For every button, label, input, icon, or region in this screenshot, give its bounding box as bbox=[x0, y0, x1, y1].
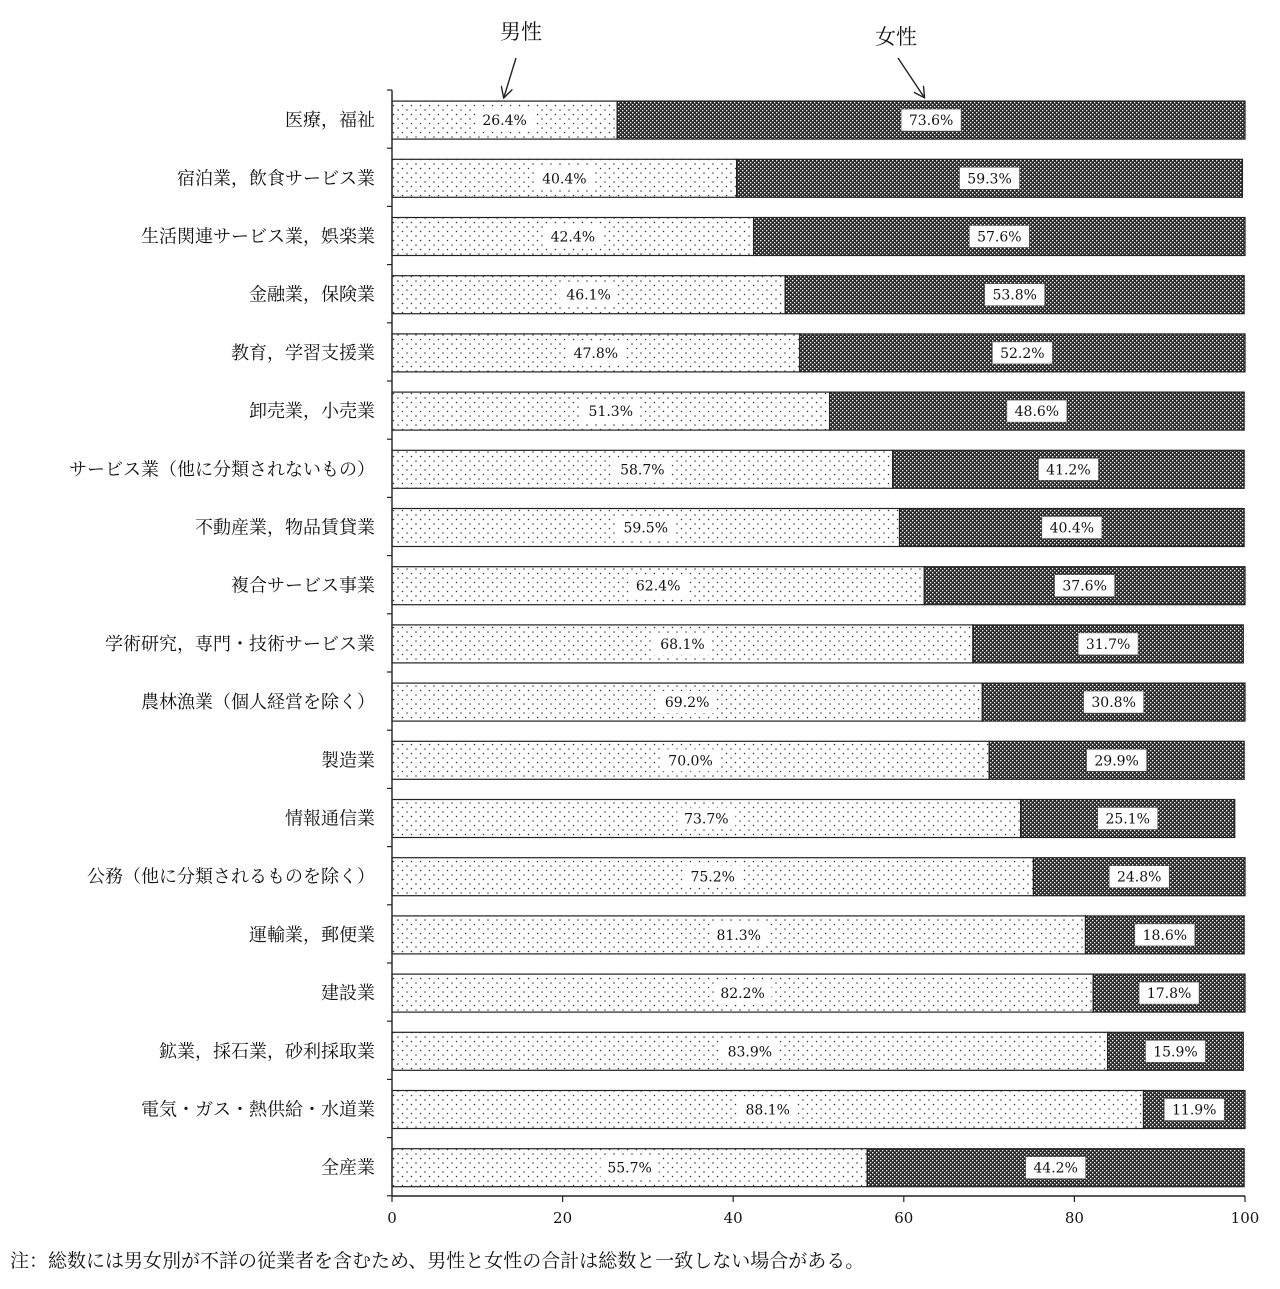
value-label-female: 73.6% bbox=[908, 113, 954, 130]
category-label: サービス業（他に分類されないもの） bbox=[69, 459, 375, 481]
value-label-female: 18.6% bbox=[1142, 927, 1188, 944]
category-label: 情報通信業 bbox=[285, 808, 375, 830]
x-tick-label: 0 bbox=[387, 1209, 397, 1227]
bars-layer bbox=[69, 101, 1245, 1187]
value-label-female: 40.4% bbox=[1049, 520, 1095, 537]
value-label-female: 25.1% bbox=[1105, 811, 1150, 828]
value-label-male: 59.5% bbox=[623, 520, 669, 537]
value-label-female: 59.3% bbox=[967, 171, 1012, 188]
value-label-female: 24.8% bbox=[1116, 869, 1162, 886]
value-label-female: 11.9% bbox=[1172, 1102, 1217, 1119]
category-label: 生活関連サービス業，娯楽業 bbox=[141, 226, 375, 248]
value-label-female: 17.8% bbox=[1146, 986, 1192, 1003]
value-label-male: 47.8% bbox=[573, 345, 619, 362]
value-label-female: 52.2% bbox=[1000, 345, 1045, 362]
value-label-female: 15.9% bbox=[1153, 1044, 1198, 1061]
value-label-female: 29.9% bbox=[1094, 753, 1139, 770]
value-label-male: 42.4% bbox=[550, 229, 596, 246]
value-label-male: 88.1% bbox=[745, 1102, 790, 1119]
x-tick-label: 40 bbox=[723, 1209, 743, 1227]
value-label-female: 30.8% bbox=[1091, 695, 1136, 712]
category-label: 医療，福祉 bbox=[285, 110, 375, 132]
value-label-male: 75.2% bbox=[690, 869, 735, 886]
value-label-male: 69.2% bbox=[664, 695, 710, 712]
value-label-male: 40.4% bbox=[542, 171, 587, 188]
category-label: 宿泊業，飲食サービス業 bbox=[177, 168, 375, 190]
value-label-female: 37.6% bbox=[1062, 578, 1107, 595]
x-tick-label: 80 bbox=[1064, 1209, 1084, 1227]
value-label-female: 41.2% bbox=[1046, 462, 1091, 479]
category-label: 農林漁業（個人経営を除く） bbox=[141, 692, 375, 714]
value-label-female: 53.8% bbox=[992, 287, 1037, 304]
value-label-male: 70.0% bbox=[668, 753, 713, 770]
value-label-male: 68.1% bbox=[660, 636, 705, 653]
category-label: 卸売業，小売業 bbox=[249, 401, 375, 423]
legend-male-label: 男性 bbox=[500, 20, 542, 44]
legend-female-label: 女性 bbox=[875, 25, 917, 49]
footnote: 注：総数には男女別が不詳の従業者を含むため、男性と女性の合計は総数と一致しない場合がある。 bbox=[10, 1250, 865, 1272]
value-label-male: 73.7% bbox=[684, 811, 729, 828]
category-label: 建設業 bbox=[321, 983, 375, 1005]
value-label-female: 57.6% bbox=[977, 229, 1022, 246]
value-label-male: 46.1% bbox=[566, 287, 611, 304]
category-label: 製造業 bbox=[321, 750, 375, 772]
category-label: 学術研究，専門・技術サービス業 bbox=[105, 633, 375, 655]
value-label-female: 31.7% bbox=[1085, 636, 1131, 653]
value-label-male: 55.7% bbox=[607, 1160, 652, 1177]
value-label-female: 48.6% bbox=[1014, 404, 1060, 421]
value-label-male: 82.2% bbox=[720, 986, 765, 1003]
category-label: 公務（他に分類されるものを除く） bbox=[87, 866, 375, 888]
x-tick-label: 60 bbox=[894, 1209, 914, 1227]
value-label-male: 58.7% bbox=[620, 462, 665, 479]
value-label-male: 62.4% bbox=[635, 578, 681, 595]
category-label: 電気・ガス・熱供給・水道業 bbox=[141, 1099, 375, 1121]
category-label: 教育，学習支援業 bbox=[231, 342, 375, 364]
legend-female-arrow bbox=[898, 58, 924, 97]
category-label: 不動産業，物品賃貸業 bbox=[195, 517, 375, 539]
category-label: 複合サービス事業 bbox=[231, 575, 375, 597]
value-label-male: 81.3% bbox=[716, 927, 761, 944]
value-label-male: 83.9% bbox=[727, 1044, 773, 1061]
category-label: 鉱業，採石業，砂利採取業 bbox=[159, 1041, 375, 1063]
value-label-male: 26.4% bbox=[482, 113, 527, 130]
value-label-male: 51.3% bbox=[588, 404, 634, 421]
category-label: 金融業，保険業 bbox=[249, 284, 375, 306]
legend-male-arrow bbox=[504, 58, 516, 97]
category-label: 全産業 bbox=[321, 1157, 375, 1179]
category-label: 運輸業，郵便業 bbox=[249, 924, 375, 946]
value-label-female: 44.2% bbox=[1033, 1160, 1078, 1177]
x-tick-label: 20 bbox=[553, 1209, 573, 1227]
x-tick-label: 100 bbox=[1230, 1209, 1260, 1227]
